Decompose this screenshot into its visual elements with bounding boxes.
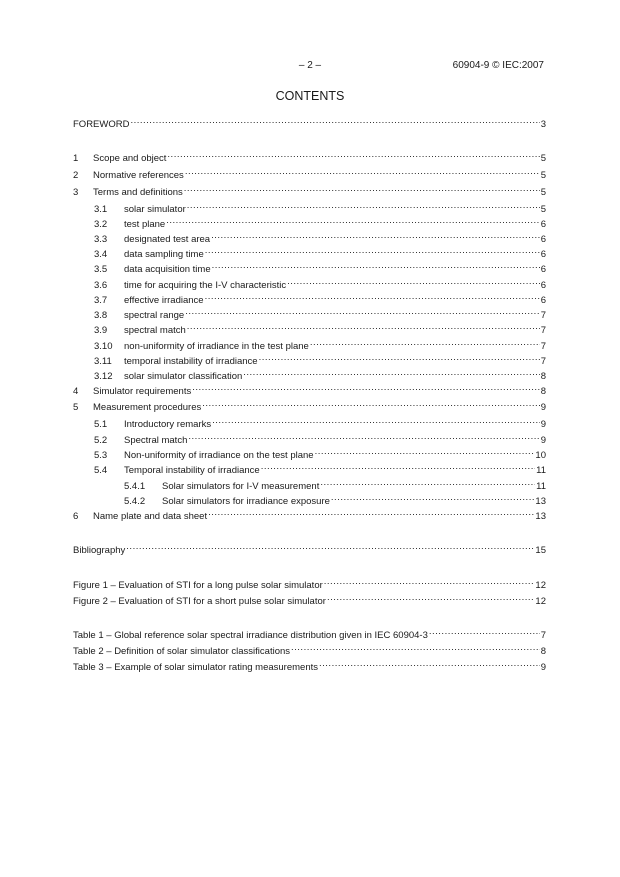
toc-leader-dots — [211, 229, 540, 242]
toc-entry[interactable] — [73, 506, 546, 522]
toc-entry-page: 12 — [535, 596, 546, 607]
toc-entry-page: 6 — [540, 280, 546, 291]
toc-entry-title: spectral range — [124, 310, 185, 321]
toc-entry-number: 5.1 — [94, 419, 108, 430]
toc-entry-page: 6 — [540, 234, 546, 245]
toc-leader-dots — [261, 460, 535, 473]
toc-leader-dots — [185, 165, 540, 178]
toc-entry[interactable] — [73, 165, 546, 181]
toc-entry-number: 3.1 — [94, 204, 108, 215]
toc-entry-title: solar simulator — [124, 204, 186, 215]
toc-entry-page: 5 — [540, 170, 546, 181]
toc-entry-page: 10 — [535, 450, 546, 461]
toc-leader-dots — [188, 430, 539, 443]
page-number: – 2 – — [298, 60, 322, 71]
toc-leader-dots — [166, 214, 540, 227]
toc-entry-title: Solar simulators for I-V measurement — [162, 481, 320, 492]
toc-entry[interactable] — [73, 381, 546, 397]
toc-entry-number: 3.3 — [94, 234, 108, 245]
toc-entry-title: solar simulator classification — [124, 371, 243, 382]
toc-entry-number: 3.12 — [94, 371, 113, 382]
toc-entry-number: 3.6 — [94, 280, 108, 291]
toc-entry-page: 7 — [540, 310, 546, 321]
toc-entry-number: 1 — [73, 153, 79, 164]
toc-entry-page: 6 — [540, 249, 546, 260]
toc-entry[interactable] — [94, 305, 546, 321]
toc-entry-title: designated test area — [124, 234, 211, 245]
toc-entry-number: 5.4 — [94, 465, 108, 476]
toc-entry-number: 3.2 — [94, 219, 108, 230]
toc-entry-number: 3.4 — [94, 249, 108, 260]
toc-leader-dots — [167, 148, 539, 161]
toc-leader-dots — [212, 259, 540, 272]
toc-entry-page: 9 — [540, 435, 546, 446]
toc-entry-title: temporal instability of irradiance — [124, 356, 258, 367]
toc-entry-number: 4 — [73, 386, 79, 397]
toc-entry[interactable] — [94, 366, 546, 382]
toc-entry-title: non-uniformity of irradiance in the test plane — [124, 341, 309, 352]
toc-entry-page: 13 — [535, 511, 546, 522]
toc-entry-page: 7 — [540, 630, 546, 641]
toc-entry-title: Temporal instability of irradiance — [124, 465, 260, 476]
toc-entry-title: test plane — [124, 219, 166, 230]
toc-entry-title: Introductory remarks — [124, 419, 212, 430]
toc-entry[interactable] — [73, 657, 546, 673]
toc-entry[interactable] — [73, 575, 546, 591]
toc-leader-dots — [327, 591, 534, 604]
toc-entry[interactable] — [73, 591, 546, 607]
toc-entry[interactable] — [94, 214, 546, 230]
toc-entry-title: FOREWORD — [73, 119, 130, 130]
toc-leader-dots — [202, 397, 539, 410]
toc-entry-title: Table 2 – Definition of solar simulator classifications — [73, 646, 291, 657]
toc-entry-page: 6 — [540, 295, 546, 306]
toc-entry[interactable] — [73, 641, 546, 657]
toc-entry-number: 3.7 — [94, 295, 108, 306]
toc-entry-number: 5.4.2 — [124, 496, 146, 507]
toc-leader-dots — [324, 575, 535, 588]
toc-entry-page: 7 — [540, 325, 546, 336]
toc-entry-title: Table 1 – Global reference solar spectral irradiance distribution given in IEC 60904-3 — [73, 630, 428, 641]
toc-entry[interactable] — [124, 476, 546, 492]
toc-entry-number: 3.5 — [94, 264, 108, 275]
toc-leader-dots — [291, 641, 540, 654]
toc-entry[interactable] — [94, 460, 546, 476]
toc-leader-dots — [287, 275, 540, 288]
toc-leader-dots — [320, 476, 535, 489]
toc-entry-title: Normative references — [93, 170, 184, 181]
toc-entry-page: 9 — [540, 662, 546, 673]
toc-entry-page: 6 — [540, 219, 546, 230]
toc-entry-number: 5.2 — [94, 435, 108, 446]
toc-entry[interactable] — [94, 336, 546, 352]
toc-entry[interactable] — [94, 351, 546, 367]
toc-entry-page: 12 — [535, 580, 546, 591]
toc-entry-number: 5 — [73, 402, 79, 413]
toc-leader-dots — [315, 445, 535, 458]
toc-entry[interactable] — [94, 199, 546, 215]
toc-entry-page: 7 — [540, 341, 546, 352]
toc-entry-page: 9 — [540, 402, 546, 413]
toc-entry-number: 3.9 — [94, 325, 108, 336]
toc-entry-page: 15 — [535, 545, 546, 556]
toc-leader-dots — [243, 366, 539, 379]
toc-entry-title: Bibliography — [73, 545, 126, 556]
toc-entry[interactable] — [94, 430, 546, 446]
toc-entry-page: 8 — [540, 386, 546, 397]
toc-entry-number: 5.4.1 — [124, 481, 146, 492]
toc-leader-dots — [331, 491, 535, 504]
toc-entry-number: 5.3 — [94, 450, 108, 461]
toc-entry-page: 11 — [536, 465, 546, 476]
toc-entry-page: 8 — [540, 646, 546, 657]
toc-entry-title: Terms and definitions — [93, 187, 183, 198]
toc-entry[interactable] — [94, 414, 546, 430]
toc-entry-title: Solar simulators for irradiance exposure — [162, 496, 330, 507]
toc-entry-title: effective irradiance — [124, 295, 204, 306]
toc-entry-page: 6 — [540, 264, 546, 275]
contents-title: CONTENTS — [275, 89, 345, 103]
toc-entry[interactable] — [73, 625, 546, 641]
toc-entry-title: Non-uniformity of irradiance on the test plane — [124, 450, 314, 461]
toc-entry-number: 2 — [73, 170, 79, 181]
toc-leader-dots — [126, 540, 534, 553]
toc-entry[interactable] — [94, 229, 546, 245]
toc-entry-title: Simulator requirements — [93, 386, 192, 397]
toc-entry-number: 6 — [73, 511, 79, 522]
toc-leader-dots — [205, 290, 540, 303]
toc-entry[interactable] — [73, 182, 546, 198]
toc-leader-dots — [208, 506, 534, 519]
toc-leader-dots — [212, 414, 540, 427]
toc-entry[interactable] — [73, 540, 546, 556]
toc-entry-title: data sampling time — [124, 249, 204, 260]
toc-leader-dots — [187, 320, 540, 333]
toc-entry[interactable] — [94, 445, 546, 461]
toc-entry-number: 3.11 — [94, 356, 112, 367]
toc-entry-page: 3 — [540, 119, 546, 130]
toc-entry-number: 3.8 — [94, 310, 108, 321]
toc-entry[interactable] — [94, 244, 546, 260]
toc-leader-dots — [130, 114, 539, 127]
toc-entry-page: 5 — [540, 153, 546, 164]
toc-entry-number: 3 — [73, 187, 79, 198]
toc-entry-title: time for acquiring the I-V characteristic — [124, 280, 287, 291]
toc-entry[interactable] — [73, 148, 546, 164]
toc-leader-dots — [205, 244, 540, 257]
toc-leader-dots — [259, 351, 540, 364]
toc-entry-page: 13 — [535, 496, 546, 507]
toc-entry-title: Spectral match — [124, 435, 188, 446]
document-id: 60904-9 © IEC:2007 — [452, 60, 544, 71]
toc-entry[interactable] — [94, 290, 546, 306]
toc-entry[interactable] — [124, 491, 546, 507]
toc-entry-page: 9 — [540, 419, 546, 430]
toc-entry[interactable] — [94, 259, 546, 275]
toc-entry-title: Figure 2 – Evaluation of STI for a short pulse solar simulator — [73, 596, 326, 607]
toc-entry-title: Scope and object — [93, 153, 167, 164]
toc-entry[interactable] — [94, 275, 546, 291]
toc-leader-dots — [192, 381, 539, 394]
toc-entry-title: Table 3 – Example of solar simulator rating measurements — [73, 662, 319, 673]
toc-entry-title: Figure 1 – Evaluation of STI for a long pulse solar simulator — [73, 580, 323, 591]
toc-entry-title: Measurement procedures — [93, 402, 202, 413]
toc-leader-dots — [187, 199, 540, 212]
toc-entry-page: 8 — [540, 371, 546, 382]
toc-leader-dots — [429, 625, 540, 638]
toc-entry-page: 5 — [540, 204, 546, 215]
toc-entry-page: 5 — [540, 187, 546, 198]
toc-entry[interactable] — [73, 397, 546, 413]
toc-entry-page: 11 — [536, 481, 546, 492]
toc-leader-dots — [310, 336, 540, 349]
toc-entry[interactable] — [94, 320, 546, 336]
toc-entry[interactable] — [73, 114, 546, 130]
toc-leader-dots — [319, 657, 540, 670]
toc-leader-dots — [185, 305, 540, 318]
toc-entry-number: 3.10 — [94, 341, 113, 352]
toc-entry-title: Name plate and data sheet — [93, 511, 208, 522]
toc-leader-dots — [184, 182, 540, 195]
toc-entry-page: 7 — [540, 356, 546, 367]
toc-entry-title: spectral match — [124, 325, 186, 336]
toc-entry-title: data acquisition time — [124, 264, 211, 275]
